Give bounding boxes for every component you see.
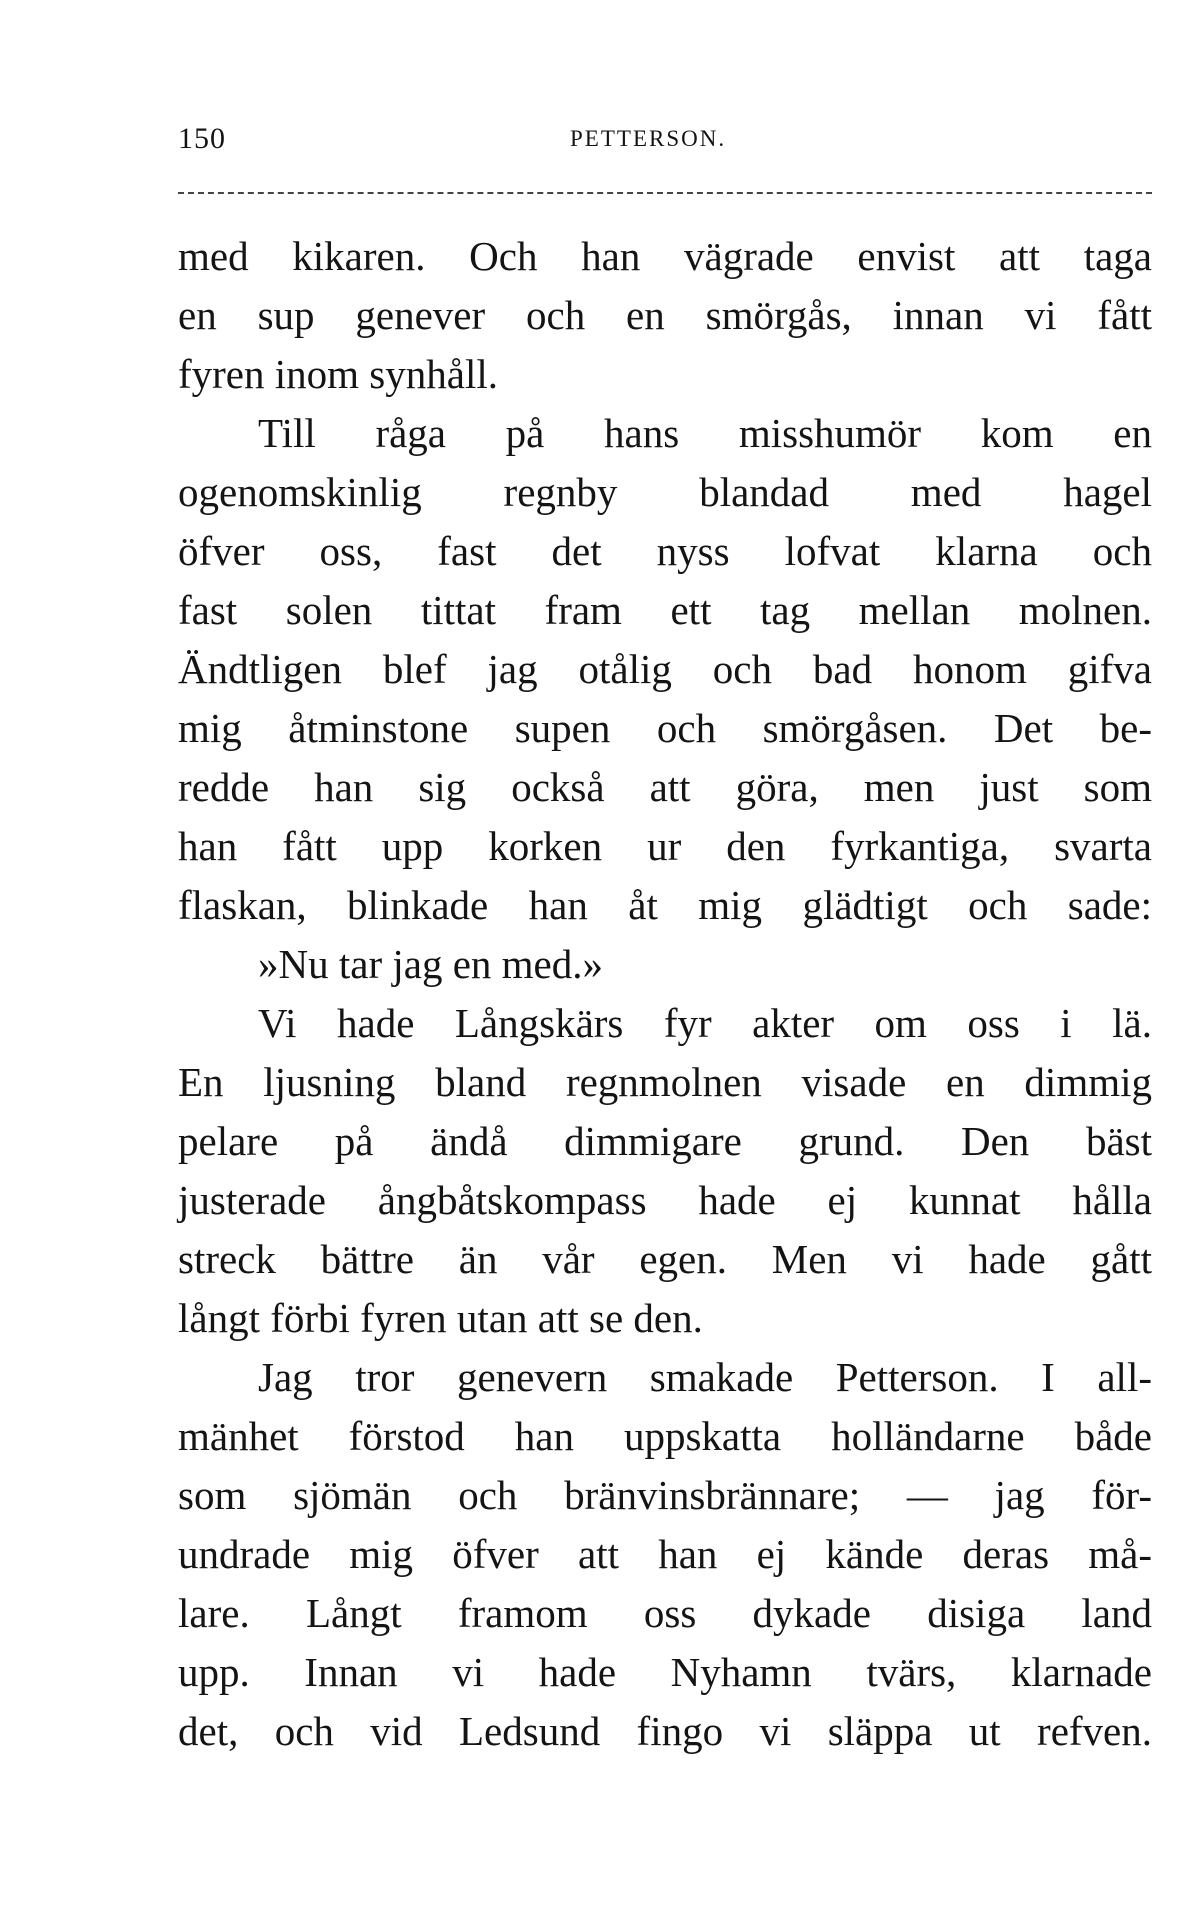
text-line: Ändtligen blef jag otålig och bad honom gifva <box>178 646 1152 692</box>
text-line: en sup genever och en smörgås, innan vi fått <box>178 292 1152 338</box>
text-line: lare. Långt framom oss dykade disiga land <box>178 1590 1152 1636</box>
text-line: streck bättre än vår egen. Men vi hade gått <box>178 1236 1152 1282</box>
text-line: Jag tror genevern smakade Petterson. I all- <box>258 1354 1152 1400</box>
text-line: »Nu tar jag en med.» <box>258 941 603 987</box>
body-text <box>178 227 1152 1761</box>
text-line: flaskan, blinkade han åt mig glädtigt och sade: <box>178 882 1152 928</box>
text-line: fyren inom synhåll. <box>178 351 498 397</box>
text-line: redde han sig också att göra, men just som <box>178 764 1152 810</box>
text-line: upp. Innan vi hade Nyhamn tvärs, klarnade <box>178 1649 1152 1695</box>
text-line: undrade mig öfver att han ej kände deras må- <box>178 1531 1152 1577</box>
running-title: PETTERSON. <box>570 126 727 151</box>
text-line: med kikaren. Och han vägrade envist att taga <box>178 233 1152 279</box>
text-line: som sjömän och bränvinsbrännare; — jag för- <box>178 1472 1152 1518</box>
text-line: pelare på ändå dimmigare grund. Den bäst <box>178 1118 1152 1164</box>
text-line: ogenomskinlig regnby blandad med hagel <box>178 469 1152 515</box>
text-line: långt förbi fyren utan att se den. <box>178 1295 703 1341</box>
text-line: öfver oss, fast det nyss lofvat klarna och <box>178 528 1152 574</box>
text-line: En ljusning bland regnmolnen visade en dimmig <box>178 1059 1152 1105</box>
text-line: mig åtminstone supen och smörgåsen. Det be- <box>178 705 1152 751</box>
text-line: mänhet förstod han uppskatta holländarne både <box>178 1413 1152 1459</box>
text-line: Till råga på hans misshumör kom en <box>258 410 1152 456</box>
header-rule <box>178 192 1152 194</box>
text-line: Vi hade Långskärs fyr akter om oss i lä. <box>258 1000 1152 1046</box>
text-line: justerade ångbåtskompass hade ej kunnat hålla <box>178 1177 1152 1223</box>
running-head <box>178 122 1152 162</box>
text-line: han fått upp korken ur den fyrkantiga, svarta <box>178 823 1152 869</box>
page-number: 150 <box>178 122 226 155</box>
text-line: det, och vid Ledsund fingo vi släppa ut refven. <box>178 1708 1152 1754</box>
text-line: fast solen tittat fram ett tag mellan molnen. <box>178 587 1152 633</box>
